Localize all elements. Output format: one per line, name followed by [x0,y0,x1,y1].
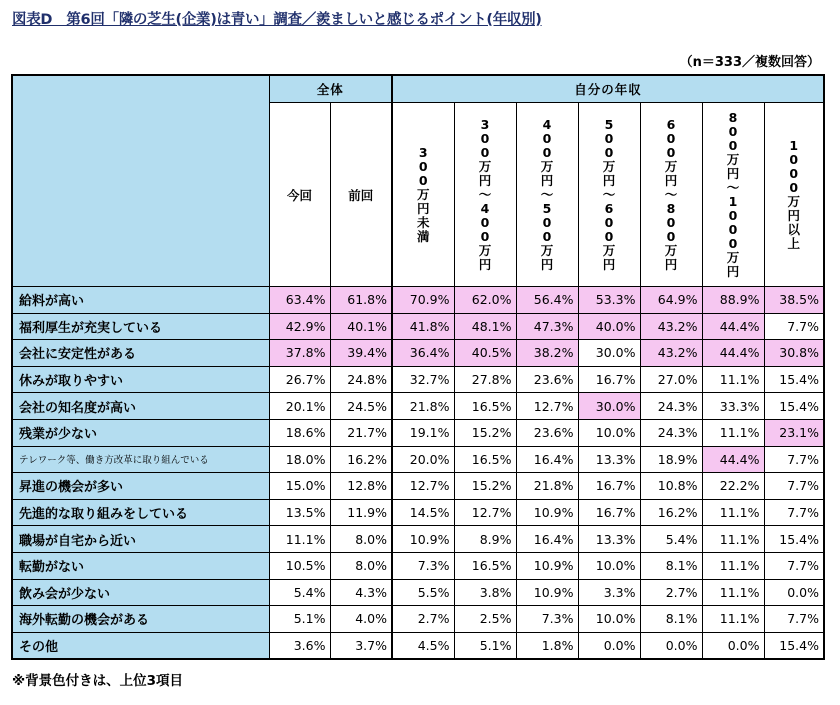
table-cell: 40.0% [578,313,640,340]
row-label: 転勤がない [12,552,269,579]
footnote: ※背景色付きは、上位3項目 [12,673,184,689]
table-cell: 5.1% [454,632,516,659]
table-row [12,393,824,420]
table-cell: 3.6% [269,632,330,659]
group-header-overall: 全体 [269,75,392,103]
table-cell: 16.7% [578,473,640,500]
table-cell: 12.7% [516,393,578,420]
table-cell: 19.1% [392,419,454,446]
table-cell: 5.4% [640,526,702,553]
table-cell: 22.2% [702,473,764,500]
table-cell: 40.5% [454,340,516,367]
table-cell: 13.3% [578,526,640,553]
table-cell: 30.0% [578,340,640,367]
table-cell: 11.1% [702,606,764,633]
column-header-label: 今回 [286,187,312,203]
column-header [578,103,640,287]
table-cell: 24.8% [330,366,392,393]
table-cell: 8.0% [330,552,392,579]
table-cell: 13.5% [269,499,330,526]
table-cell: 23.1% [764,419,824,446]
table-cell: 14.5% [392,499,454,526]
table-cell: 0.0% [640,632,702,659]
table-row [12,313,824,340]
table-cell: 7.7% [764,446,824,473]
table-cell: 40.1% [330,313,392,340]
table-cell: 8.1% [640,552,702,579]
table-cell: 11.9% [330,499,392,526]
table-cell: 11.1% [702,526,764,553]
table-cell: 42.9% [269,313,330,340]
table-row [12,499,824,526]
column-header-label: 400万円～500万円 [540,116,554,272]
table-cell: 16.2% [330,446,392,473]
table-cell: 48.1% [454,313,516,340]
row-label: 会社に安定性がある [12,340,269,367]
table-cell: 11.1% [702,579,764,606]
table-row [12,526,824,553]
table-cell: 5.5% [392,579,454,606]
table-cell: 8.9% [454,526,516,553]
table-cell: 3.3% [578,579,640,606]
table-cell: 8.0% [330,526,392,553]
column-header-label: 前回 [348,187,374,203]
column-header-label: 600万円～800万円 [664,116,678,272]
table-cell: 2.7% [392,606,454,633]
column-header [454,103,516,287]
column-header [392,103,454,287]
table-cell: 3.8% [454,579,516,606]
table-cell: 1.8% [516,632,578,659]
table-cell: 15.4% [764,632,824,659]
table-cell: 7.7% [764,473,824,500]
table-cell: 7.7% [764,499,824,526]
group-header-income: 自分の年収 [392,75,824,103]
table-cell: 15.4% [764,393,824,420]
table-cell: 10.9% [516,499,578,526]
table-cell: 4.3% [330,579,392,606]
table-row [12,606,824,633]
table-cell: 4.0% [330,606,392,633]
table-cell: 16.7% [578,366,640,393]
table-cell: 20.1% [269,393,330,420]
table-cell: 10.0% [578,606,640,633]
table-cell: 64.9% [640,287,702,314]
table-cell: 37.8% [269,340,330,367]
row-label: 先進的な取り組みをしている [12,499,269,526]
row-label: 昇進の機会が多い [12,473,269,500]
table-cell: 11.1% [702,366,764,393]
table-cell: 24.3% [640,393,702,420]
table-cell: 18.6% [269,419,330,446]
table-row [12,366,824,393]
figure-title: 図表D 第6回「隣の芝生(企業)は青い」調査／羨ましいと感じるポイント(年収別) [12,12,542,28]
table-cell: 10.5% [269,552,330,579]
table-cell: 4.5% [392,632,454,659]
table-cell: 16.4% [516,446,578,473]
column-header [516,103,578,287]
table-cell: 12.8% [330,473,392,500]
row-label: その他 [12,632,269,659]
table-cell: 30.8% [764,340,824,367]
table-cell: 11.1% [702,552,764,579]
table-cell: 7.7% [764,606,824,633]
table-cell: 43.2% [640,340,702,367]
table-cell: 15.0% [269,473,330,500]
row-label: 飲み会が少ない [12,579,269,606]
table-cell: 44.4% [702,313,764,340]
table-cell: 24.5% [330,393,392,420]
table-cell: 38.5% [764,287,824,314]
table-cell: 11.1% [702,419,764,446]
table-cell: 7.7% [764,313,824,340]
row-label: 海外転勤の機会がある [12,606,269,633]
table-row [12,632,824,659]
table-cell: 7.3% [392,552,454,579]
table-cell: 18.9% [640,446,702,473]
table-cell: 27.8% [454,366,516,393]
table-cell: 41.8% [392,313,454,340]
column-header-label: 500万円～600万円 [602,116,616,272]
table-cell: 0.0% [578,632,640,659]
table-cell: 16.4% [516,526,578,553]
table-cell: 21.8% [392,393,454,420]
header-corner [12,75,269,287]
table-cell: 47.3% [516,313,578,340]
row-label: 職場が自宅から近い [12,526,269,553]
table-cell: 16.7% [578,499,640,526]
table-cell: 18.0% [269,446,330,473]
table-cell: 10.9% [516,552,578,579]
table-cell: 38.2% [516,340,578,367]
table-cell: 44.4% [702,340,764,367]
table-cell: 30.0% [578,393,640,420]
table-cell: 62.0% [454,287,516,314]
row-label: 残業が少ない [12,419,269,446]
table-cell: 11.1% [702,499,764,526]
table-cell: 53.3% [578,287,640,314]
table-cell: 32.7% [392,366,454,393]
table-cell: 27.0% [640,366,702,393]
sample-note: （n＝333／複数回答） [679,55,820,70]
table-cell: 23.6% [516,419,578,446]
table-row [12,287,824,314]
table-cell: 10.8% [640,473,702,500]
table-cell: 10.9% [516,579,578,606]
table-cell: 12.7% [454,499,516,526]
table-row [12,446,824,473]
table-cell: 26.7% [269,366,330,393]
table-cell: 21.7% [330,419,392,446]
table-cell: 3.7% [330,632,392,659]
row-label: 会社の知名度が高い [12,393,269,420]
table-cell: 88.9% [702,287,764,314]
table-cell: 16.2% [640,499,702,526]
table-cell: 5.1% [269,606,330,633]
table-cell: 39.4% [330,340,392,367]
survey-table [11,74,825,660]
table-cell: 61.8% [330,287,392,314]
column-header [702,103,764,287]
table-cell: 7.3% [516,606,578,633]
table-row [12,579,824,606]
table-cell: 7.7% [764,552,824,579]
table-cell: 16.5% [454,393,516,420]
column-header [640,103,702,287]
table-cell: 63.4% [269,287,330,314]
table-cell: 13.3% [578,446,640,473]
table-cell: 10.0% [578,419,640,446]
table-cell: 33.3% [702,393,764,420]
table-cell: 44.4% [702,446,764,473]
table-cell: 15.2% [454,419,516,446]
table-cell: 43.2% [640,313,702,340]
table-cell: 10.0% [578,552,640,579]
row-label: テレワーク等、働き方改革に取り組んでいる [12,446,269,473]
table-cell: 8.1% [640,606,702,633]
table-cell: 0.0% [702,632,764,659]
table-cell: 2.7% [640,579,702,606]
table-cell: 16.5% [454,552,516,579]
table-row [12,473,824,500]
table-row [12,419,824,446]
column-header-label: 800万円～1000万円 [726,109,740,279]
table-cell: 2.5% [454,606,516,633]
column-header [330,103,392,287]
table-row [12,552,824,579]
table-cell: 10.9% [392,526,454,553]
table-cell: 70.9% [392,287,454,314]
table-cell: 20.0% [392,446,454,473]
table-cell: 15.4% [764,366,824,393]
table-cell: 36.4% [392,340,454,367]
table-cell: 12.7% [392,473,454,500]
column-header-label: 300万円～400万円 [478,116,492,272]
table-cell: 15.4% [764,526,824,553]
table-cell: 15.2% [454,473,516,500]
table-cell: 21.8% [516,473,578,500]
column-header-label: 300万円未満 [416,144,430,244]
row-label: 福利厚生が充実している [12,313,269,340]
column-header [764,103,824,287]
table-cell: 56.4% [516,287,578,314]
column-header [269,103,330,287]
table-cell: 11.1% [269,526,330,553]
table-cell: 24.3% [640,419,702,446]
table-cell: 5.4% [269,579,330,606]
column-header-label: 1000万円以上 [787,137,800,251]
table-body [12,287,824,659]
row-label: 給料が高い [12,287,269,314]
row-label: 休みが取りやすい [12,366,269,393]
table-cell: 0.0% [764,579,824,606]
table-cell: 23.6% [516,366,578,393]
table-cell: 16.5% [454,446,516,473]
table-row [12,340,824,367]
